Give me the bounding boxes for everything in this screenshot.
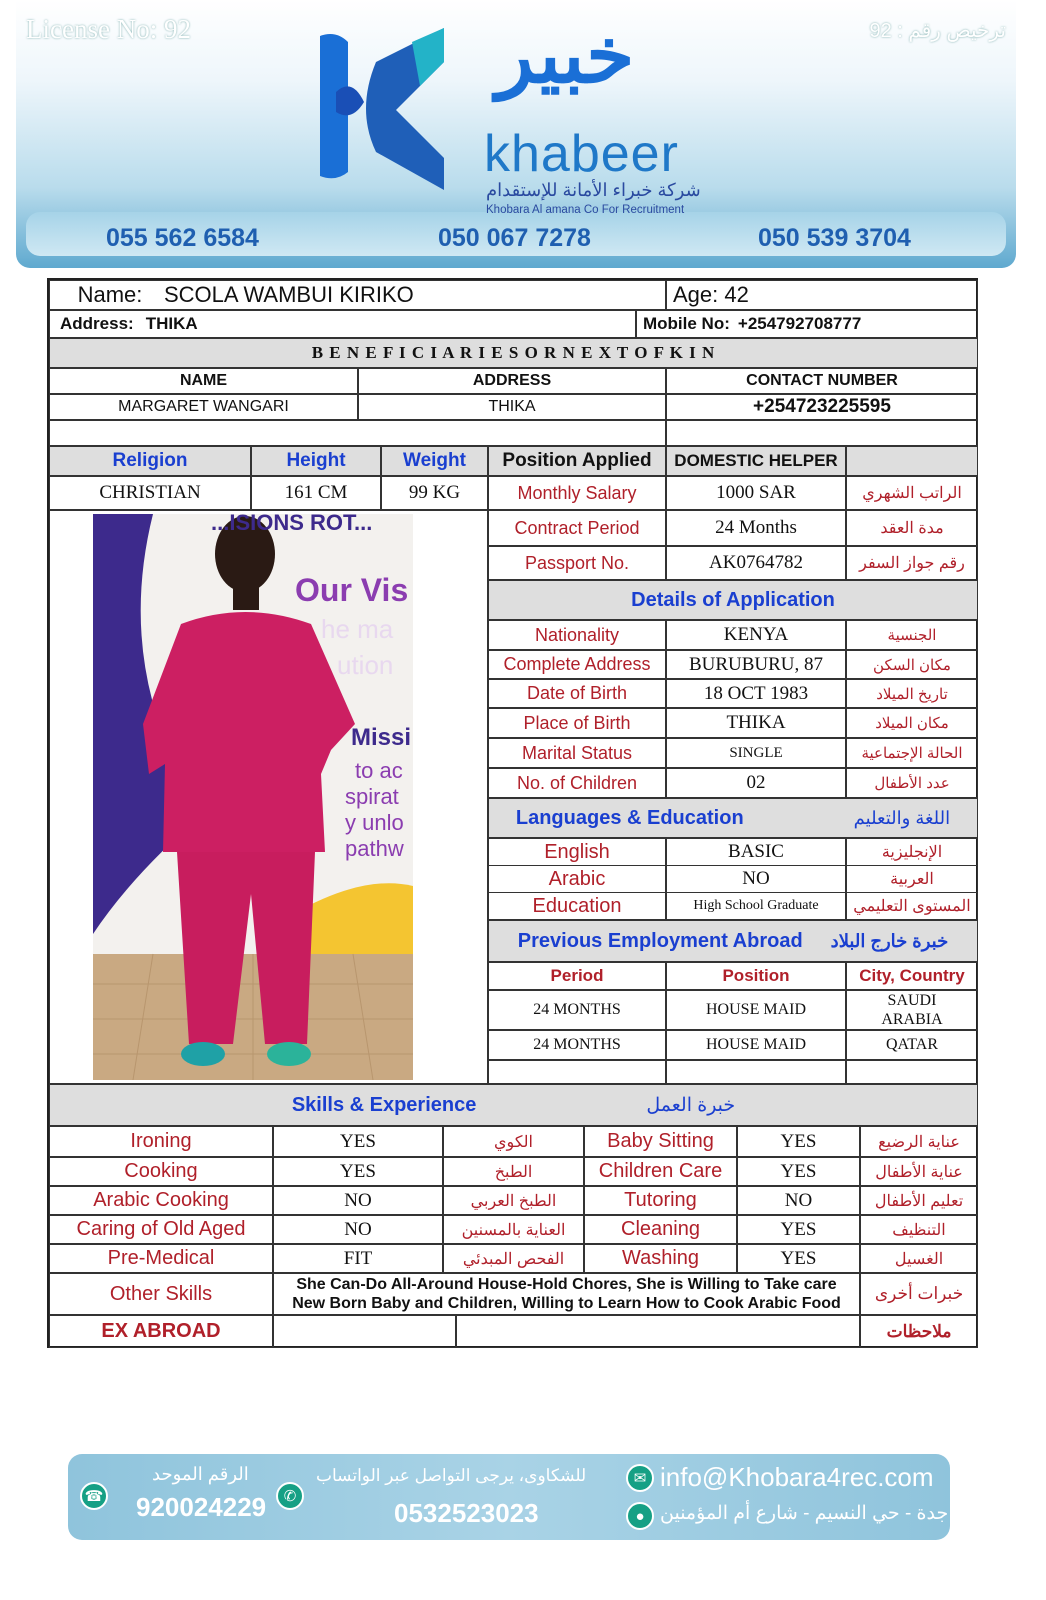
mobile-label: Mobile No:	[643, 314, 730, 333]
employment-header-period: Period	[488, 962, 666, 990]
remarks-label-ar: ملاحظات	[860, 1315, 978, 1348]
religion-value: CHRISTIAN	[49, 476, 251, 510]
logo-arabic: خبير	[496, 11, 635, 99]
salary-label: Monthly Salary	[488, 476, 666, 510]
kin-name: MARGARET WANGARI	[49, 394, 358, 420]
weight-value: 99 KG	[381, 476, 488, 510]
banner-mission-text-2: spirat	[345, 784, 399, 809]
phone-number-2: 050 067 7278	[438, 224, 591, 252]
salary-label-ar: الراتب الشهري	[846, 476, 978, 510]
whatsapp-number: 0532523023	[394, 1498, 539, 1528]
khabeer-logo-icon	[316, 22, 456, 192]
detail-label: No. of Children	[488, 768, 666, 798]
empty-cell	[273, 1315, 456, 1348]
email-address: info@Khobara4rec.com	[660, 1462, 934, 1492]
height-header: Height	[251, 446, 381, 476]
email-icon: ✉	[626, 1464, 654, 1492]
weight-header: Weight	[381, 446, 488, 476]
banner-mission-heading: Missi	[351, 724, 412, 751]
passport-value: AK0764782	[666, 546, 846, 580]
skill-label-ar: الكوي	[443, 1126, 584, 1157]
phone-number-1: 055 562 6584	[106, 224, 259, 252]
candidate-address: THIKA	[145, 314, 198, 333]
skill-value: NO	[273, 1215, 443, 1244]
other-skills-label-ar: خبرات أخرى	[860, 1273, 978, 1315]
contract-period-label-ar: مدة العقد	[846, 510, 978, 546]
language-label-ar: المستوى التعليمي	[846, 892, 978, 920]
skill-value: YES	[273, 1126, 443, 1157]
contact-footer	[68, 1454, 950, 1540]
empty-spacer-cell	[666, 420, 978, 446]
whatsapp-icon: ✆	[276, 1482, 304, 1510]
skill-label: Children Care	[584, 1157, 737, 1186]
skill-label: Ironing	[49, 1126, 273, 1157]
detail-label: Place of Birth	[488, 708, 666, 738]
phone-icon: ☎	[80, 1482, 108, 1510]
other-skills-label: Other Skills	[49, 1273, 273, 1315]
banner-vision-heading: Our Vis	[295, 572, 409, 608]
language-label-ar: العربية	[846, 865, 978, 893]
skill-label-ar: الطبخ	[443, 1157, 584, 1186]
employment-position: HOUSE MAID	[666, 990, 846, 1030]
kin-header-contact: CONTACT NUMBER	[666, 368, 978, 394]
skill-label-ar: الطبخ العربي	[443, 1186, 584, 1215]
skill-label-ar: عناية الأطفال	[860, 1157, 978, 1186]
skill-label: Arabic Cooking	[49, 1186, 273, 1215]
empty-cell	[846, 1060, 978, 1084]
detail-label: Marital Status	[488, 738, 666, 768]
empty-cell	[666, 1060, 846, 1084]
empty-cell	[846, 446, 978, 476]
empty-spacer-cell	[49, 420, 666, 446]
employment-place: QATAR	[846, 1030, 978, 1060]
skill-label: Pre-Medical	[49, 1244, 273, 1273]
candidate-name: SCOLA WAMBUI KIRIKO	[164, 282, 414, 307]
banner-mission-text-3: y unlo	[345, 810, 404, 835]
skill-label-ar: التنظيف	[860, 1215, 978, 1244]
detail-label: Nationality	[488, 620, 666, 650]
skill-label: Washing	[584, 1244, 737, 1273]
languages-title-ar: اللغة والتعليم	[853, 807, 951, 828]
other-skills-line2: New Born Baby and Children, Willing to Learn How to Cook Arabic Food	[292, 1295, 841, 1312]
skill-value: NO	[737, 1186, 860, 1215]
skill-label-ar: الغسيل	[860, 1244, 978, 1273]
skill-value: YES	[737, 1215, 860, 1244]
language-label-ar: الإنجليزية	[846, 838, 978, 866]
skill-label: Caring of Old Aged	[49, 1215, 273, 1244]
language-label: English	[488, 838, 666, 866]
skill-label-ar: عناية الرضيع	[860, 1126, 978, 1157]
detail-label-ar: مكان السكن	[846, 650, 978, 679]
employment-period: 24 MONTHS	[488, 990, 666, 1030]
languages-title-row	[488, 798, 978, 838]
banner-vision-text-1: he ma	[321, 614, 394, 644]
skill-label-ar: العناية بالمسنين	[443, 1215, 584, 1244]
employment-place-line1: SAUDI	[887, 991, 937, 1009]
employment-header-position: Position	[666, 962, 846, 990]
detail-label: Date of Birth	[488, 679, 666, 708]
company-address-ar: جدة - حي النسيم - شارع أم المؤمنين	[660, 1503, 949, 1524]
kin-contact: +254723225595	[666, 394, 978, 420]
position-value: DOMESTIC HELPER	[666, 446, 846, 476]
passport-label: Passport No.	[488, 546, 666, 580]
details-title: Details of Application	[488, 580, 978, 620]
employment-title-ar: خبرة خارج البلاد	[830, 930, 949, 951]
mobile-row	[636, 310, 978, 338]
contract-period-value: 24 Months	[666, 510, 846, 546]
address-row	[49, 310, 636, 338]
detail-label: Complete Address	[488, 650, 666, 679]
phone-number-3: 050 539 3704	[758, 224, 911, 252]
banner-mission-text-1: to ac	[355, 758, 403, 783]
detail-value: 18 OCT 1983	[666, 679, 846, 708]
contract-period-label: Contract Period	[488, 510, 666, 546]
detail-label-ar: عدد الأطفال	[846, 768, 978, 798]
employment-period: 24 MONTHS	[488, 1030, 666, 1060]
language-value: BASIC	[666, 838, 846, 866]
skill-label-ar: تعليم الأطفال	[860, 1186, 978, 1215]
employment-title-row	[488, 920, 978, 962]
religion-header: Religion	[49, 446, 251, 476]
language-label: Arabic	[488, 865, 666, 893]
passport-label-ar: رقم جواز السفر	[846, 546, 978, 580]
position-label: Position Applied	[488, 446, 666, 476]
name-label: Name:	[77, 282, 143, 307]
height-value: 161 CM	[251, 476, 381, 510]
unified-number: 920024229	[136, 1492, 267, 1522]
company-name-ar: شركة خبراء الأمانة للإستقدام	[486, 180, 701, 200]
skill-label: Tutoring	[584, 1186, 737, 1215]
kin-address: THIKA	[358, 394, 666, 420]
logo-english: khabeer	[484, 125, 679, 183]
skill-label-ar: الفحص المبدئي	[443, 1244, 584, 1273]
name-row	[49, 280, 666, 310]
banner-mission-text-4: pathw	[345, 836, 404, 861]
skills-title-ar: خبرة العمل	[646, 1094, 736, 1116]
language-value: High School Graduate	[666, 892, 846, 920]
empty-cell	[456, 1315, 860, 1348]
skill-value: YES	[737, 1244, 860, 1273]
kin-header-name: NAME	[49, 368, 358, 394]
banner-vision-text-2: ution	[337, 650, 394, 680]
kin-header-address: ADDRESS	[358, 368, 666, 394]
detail-value: 02	[666, 768, 846, 798]
skills-title-row	[49, 1084, 978, 1126]
candidate-mobile: +254792708777	[737, 314, 862, 333]
age-value: Age: 42	[666, 280, 978, 310]
skill-value: YES	[273, 1157, 443, 1186]
other-skills-line1: She Can-Do All-Around House-Hold Chores, She is Willing to Take care	[296, 1275, 837, 1293]
detail-value: SINGLE	[666, 738, 846, 768]
banner-text-top: ...ISIONS ROT...	[211, 514, 373, 535]
detail-value: BURUBURU, 87	[666, 650, 846, 679]
employment-place	[846, 990, 978, 1030]
detail-label-ar: مكان الميلاد	[846, 708, 978, 738]
complaints-label: للشكاوى، يرجى التواصل عبر الواتساب	[316, 1466, 587, 1485]
employment-place-line2: ARABIA	[881, 1011, 943, 1028]
unified-number-label: الرقم الموحد	[152, 1464, 249, 1484]
detail-label-ar: الجنسية	[846, 620, 978, 650]
employment-position: HOUSE MAID	[666, 1030, 846, 1060]
skill-label: Cleaning	[584, 1215, 737, 1244]
kin-section-title: B E N E F I C I A R I E S O R N E X T O F K I N	[49, 338, 978, 368]
employment-title: Previous Employment Abroad	[517, 929, 803, 952]
skill-value: YES	[737, 1126, 860, 1157]
skill-value: FIT	[273, 1244, 443, 1273]
skill-label: Cooking	[49, 1157, 273, 1186]
company-name-en: Khobara Al amana Co For Recruitment	[486, 204, 685, 216]
salary-value: 1000 SAR	[666, 476, 846, 510]
empty-cell	[488, 1060, 666, 1084]
detail-value: KENYA	[666, 620, 846, 650]
skill-value: NO	[273, 1186, 443, 1215]
license-number-ar: ترخيص رقم : 92	[869, 20, 1006, 42]
address-label: Address:	[60, 314, 134, 333]
detail-value: THIKA	[666, 708, 846, 738]
employment-header-place: City, Country	[846, 962, 978, 990]
languages-title: Languages & Education	[515, 806, 744, 829]
language-label: Education	[488, 892, 666, 920]
location-pin-icon: ●	[626, 1502, 654, 1530]
candidate-photo	[93, 514, 413, 1080]
other-skills-text	[273, 1273, 860, 1315]
license-number-en: License No: 92	[26, 14, 191, 44]
detail-label-ar: تاريخ الميلاد	[846, 679, 978, 708]
language-value: NO	[666, 865, 846, 893]
ex-abroad-label: EX ABROAD	[49, 1315, 273, 1348]
skills-title: Skills & Experience	[291, 1093, 477, 1116]
detail-label-ar: الحالة الإجتماعية	[846, 738, 978, 768]
letterhead	[16, 0, 1016, 268]
skill-label: Baby Sitting	[584, 1126, 737, 1157]
skill-value: YES	[737, 1157, 860, 1186]
